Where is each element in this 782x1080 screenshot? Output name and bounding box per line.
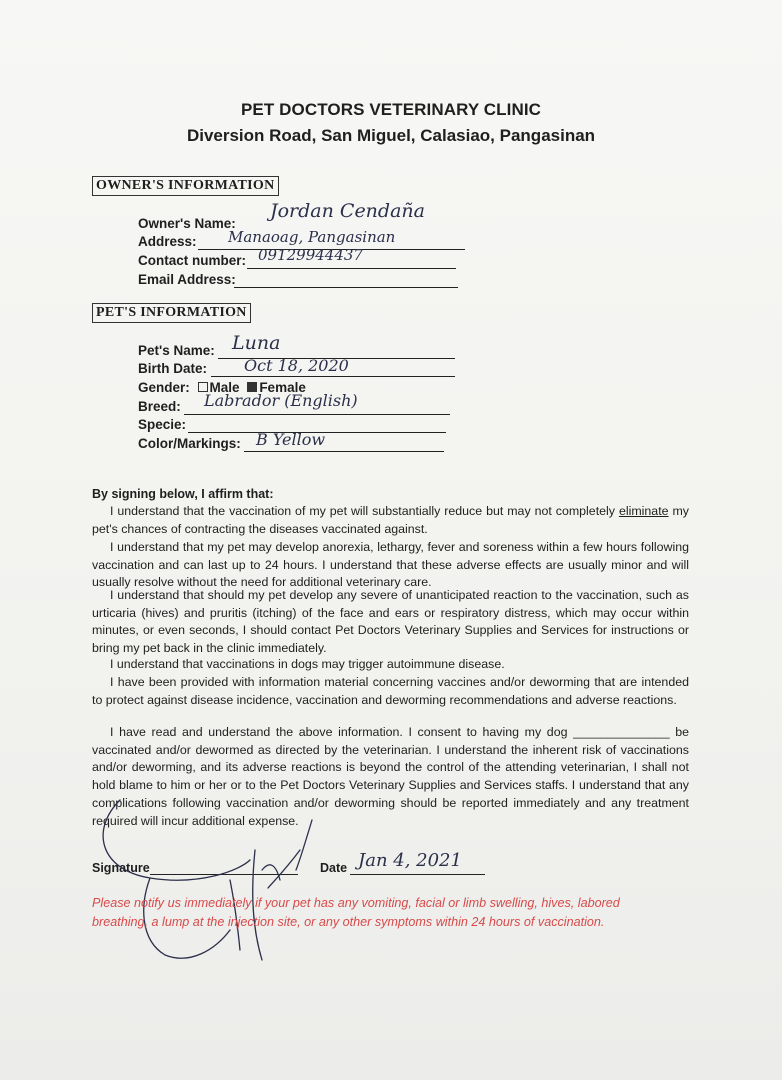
color-markings-field[interactable] — [138, 436, 241, 454]
gender-label: Gender: — [138, 380, 190, 395]
pet-name-field[interactable] — [138, 343, 215, 361]
specie-field[interactable] — [138, 417, 186, 435]
affirmation-paragraph-6: I have read and understand the above information. I consent to having my dog ______________ be vaccinated and/or dewormed as directed by the veterinarian. I understand the inherent risk of vaccinations and/or deworming, and its adverse reactions is beyond the control of the attending veterinarian, I shall not hold blame to him or her or to the Pet Doctors Veterinary Supplies and Services staffs. I understand that any complications following vaccination and/or deworming should be reported immediately and any treatment required will incur additional expense. — [92, 725, 689, 828]
date-label: Date — [320, 861, 348, 875]
post-vaccination-notice: Please notify us immediately if your pet has any vomiting, facial or limb swelling, hives, labored breathing, a lump at the injection site, or any other symptoms within 24 hours of vaccination. — [92, 896, 620, 929]
owner-contact-label: Contact number: — [138, 253, 246, 268]
signature-line[interactable] — [150, 874, 298, 875]
owner-email-label: Email Address: — [138, 272, 236, 287]
affirmation-paragraph-4: I understand that vaccinations in dogs may trigger autoimmune disease. — [110, 657, 505, 671]
color-markings-value: B Yellow — [256, 430, 326, 449]
owner-name-value: Jordan Cendaña — [270, 200, 425, 222]
birth-date-field[interactable] — [138, 361, 207, 379]
pet-name-label: Pet's Name: — [138, 343, 215, 358]
birth-date-value: Oct 18, 2020 — [244, 356, 349, 375]
owner-contact-field[interactable] — [138, 253, 246, 271]
owner-email-field[interactable] — [138, 272, 236, 290]
pet-section-title: PET'S INFORMATION — [92, 303, 251, 323]
date-line[interactable] — [350, 874, 485, 875]
birth-date-label: Birth Date: — [138, 361, 208, 376]
clinic-name: PET DOCTORS VETERINARY CLINIC — [240, 100, 542, 119]
owner-address-field[interactable] — [138, 234, 197, 252]
clinic-address: Diversion Road, San Miguel, Calasiao, Pangasinan — [186, 126, 596, 145]
breed-field[interactable] — [138, 399, 181, 417]
owner-name-label: Owner's Name: — [138, 216, 236, 231]
breed-value: Labrador (English) — [204, 391, 358, 410]
dog-name-blank[interactable]: ______________ — [573, 725, 670, 739]
breed-label: Breed: — [138, 399, 181, 414]
affirmation-paragraph-2: I understand that my pet may develop anorexia, lethargy, fever and soreness within a few hours following vaccination and can last up to 24 hours. I understand that these adverse effects are usually minor and will usually resolve without the need for additional veterinary care. — [92, 540, 689, 590]
specie-label: Specie: — [138, 417, 187, 432]
gender-female-label: Female — [259, 380, 306, 395]
owner-address-value: Manaoag, Pangasinan — [228, 228, 396, 246]
affirmation-paragraph-1: I understand that the vaccination of my pet will substantially reduce but may not completely eliminate my pet's chances of contracting the diseases vaccinated against. — [92, 504, 689, 536]
gender-male-label: Male — [209, 380, 240, 395]
owner-section-title: OWNER'S INFORMATION — [92, 176, 279, 196]
affirmation-paragraph-3: I understand that should my pet develop any severe of unanticipated reaction to the vaccination, such as urticaria (hives) and pruritis (itching) of the face and ears or respiratory distress, which may occur within minutes, or even seconds, I should contact Pet Doctors Veterinary Supplies and Services for instructions or bring my pet back in the clinic immediately. — [92, 588, 689, 656]
affirmation-paragraph-5: I have been provided with information material concerning vaccines and/or deworming that are intended to protect against disease incidence, vaccination and deworming recommendations and adverse reactions. — [92, 675, 689, 707]
owner-name-field[interactable] — [138, 216, 236, 234]
date-value: Jan 4, 2021 — [358, 850, 462, 871]
signature-label: Signature — [92, 861, 150, 875]
pet-name-value: Luna — [232, 332, 281, 354]
affirmation-title: By signing below, I affirm that: — [92, 487, 274, 501]
owner-address-label: Address: — [138, 234, 197, 249]
color-markings-label: Color/Markings: — [138, 436, 241, 451]
owner-contact-value: 09129944437 — [258, 246, 363, 264]
